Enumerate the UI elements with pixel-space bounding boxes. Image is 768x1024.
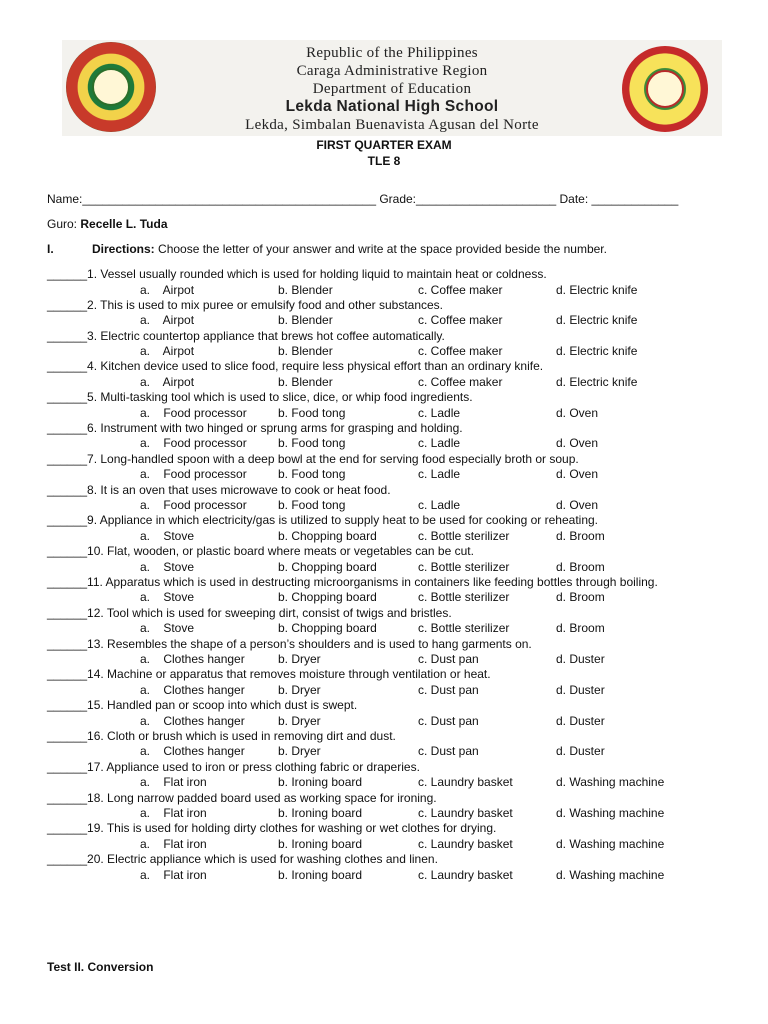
question-text: ______11. Apparatus which is used in destructing microorganisms in containers like feeding bottles through boiling. [47, 574, 658, 589]
choice-b: b. Blender [278, 313, 333, 328]
choice-d: d. Electric knife [556, 313, 638, 328]
question-text: ______16. Cloth or brush which is used in removing dirt and dust. [47, 728, 396, 743]
letterhead [62, 40, 722, 136]
choice-a: a. Stove [140, 621, 195, 636]
choice-c: c. Laundry basket [418, 775, 513, 790]
question-text: ______8. It is an oven that uses microwave to cook or heat food. [47, 482, 391, 497]
question-text: ______6. Instrument with two hinged or sprung arms for grasping and holding. [47, 420, 463, 435]
directions-label: Directions: [92, 242, 155, 256]
choice-d: d. Electric knife [556, 374, 638, 389]
choice-c: c. Laundry basket [418, 867, 513, 882]
choice-a: a. Flat iron [140, 867, 207, 882]
choice-a: a. Stove [140, 590, 195, 605]
question-item [47, 698, 727, 729]
question-text: ______18. Long narrow padded board used as working space for ironing. [47, 790, 437, 805]
question-item [47, 421, 727, 452]
question-item [47, 637, 727, 668]
choice-c: c. Ladle [418, 498, 461, 513]
choice-a: a. Flat iron [140, 775, 207, 790]
choice-a: a. Food processor [140, 498, 247, 513]
question-text: ______4. Kitchen device used to slice food, require less physical effort than an ordinary knife. [47, 359, 544, 374]
question-text: ______20. Electric appliance which is used for washing clothes and linen. [47, 852, 438, 867]
choice-d: d. Broom [556, 559, 605, 574]
directions-text: Choose the letter of your answer and write at the space provided beside the number. [154, 242, 607, 256]
question-item [47, 359, 727, 390]
letterhead-line: Department of Education [312, 81, 472, 97]
choice-b: b. Ironing board [278, 836, 363, 851]
question-item [47, 729, 727, 760]
choice-b: b. Dryer [278, 713, 321, 728]
school-name: Lekda National High School [285, 98, 499, 115]
choice-c: c. Bottle sterilizer [418, 559, 510, 574]
question-text: ______10. Flat, wooden, or plastic board where meats or vegetables can be cut. [47, 544, 474, 559]
choice-d: d. Oven [556, 498, 599, 513]
question-text: ______2. This is used to mix puree or emulsify food and other substances. [47, 297, 444, 312]
choice-b: b. Dryer [278, 652, 321, 667]
choice-c: c. Ladle [418, 467, 461, 482]
choice-c: c. Dust pan [418, 744, 479, 759]
question-item [47, 667, 727, 698]
question-text: ______7. Long-handled spoon with a deep bowl at the end for serving food especially broth or soup. [47, 451, 579, 466]
question-item [47, 760, 727, 791]
student-info-fields: Name:____________________________________________ Grade:_____________________ Date: _____________ [47, 192, 679, 206]
question-item [47, 606, 727, 637]
choice-b: b. Blender [278, 374, 333, 389]
school-address: Lekda, Simbalan Buenavista Agusan del Norte [245, 117, 539, 133]
choice-c: c. Coffee maker [418, 374, 503, 389]
choice-a: a. Clothes hanger [140, 713, 245, 728]
choice-b: b. Chopping board [278, 590, 377, 605]
exam-title: FIRST QUARTER EXAM [316, 138, 452, 152]
choice-d: d. Electric knife [556, 344, 638, 359]
teacher-label: Guro: [47, 217, 81, 231]
choice-d: d. Duster [556, 713, 605, 728]
choice-a: a. Food processor [140, 436, 247, 451]
school-seal-icon [622, 46, 708, 132]
teacher-row [47, 217, 168, 231]
choice-c: c. Bottle sterilizer [418, 528, 510, 543]
choice-b: b. Dryer [278, 744, 321, 759]
choice-d: d. Broom [556, 590, 605, 605]
choice-b: b. Food tong [278, 498, 346, 513]
question-text: ______13. Resembles the shape of a person’s shoulders and is used to hang garments on. [47, 636, 532, 651]
choice-c: c. Laundry basket [418, 836, 513, 851]
choice-b: b. Dryer [278, 682, 321, 697]
choice-d: d. Oven [556, 467, 599, 482]
question-item [47, 452, 727, 483]
choice-d: d. Oven [556, 405, 599, 420]
question-item [47, 390, 727, 421]
choice-c: c. Coffee maker [418, 313, 503, 328]
question-text: ______12. Tool which is used for sweeping dirt, consist of twigs and bristles. [47, 605, 452, 620]
question-text: ______9. Appliance in which electricity/gas is utilized to supply heat to be used for cooking or reheating. [47, 513, 599, 528]
directions-row [47, 242, 607, 256]
choice-a: a. Flat iron [140, 806, 207, 821]
question-item [47, 791, 727, 822]
question-text: ______17. Appliance used to iron or press clothing fabric or draperies. [47, 759, 420, 774]
choice-d: d. Broom [556, 621, 605, 636]
choice-b: b. Ironing board [278, 867, 363, 882]
choice-b: b. Food tong [278, 405, 346, 420]
exam-subject: TLE 8 [367, 154, 401, 168]
question-item [47, 821, 727, 852]
question-item [47, 544, 727, 575]
choice-c: c. Bottle sterilizer [418, 590, 510, 605]
choice-b: b. Blender [278, 282, 333, 297]
exam-title-block [0, 137, 768, 169]
choice-b: b. Ironing board [278, 775, 363, 790]
question-text: ______1. Vessel usually rounded which is used for holding liquid to maintain heat or coldness. [47, 267, 547, 281]
question-text: ______19. This is used for holding dirty clothes for washing or wet clothes for drying. [47, 821, 497, 836]
question-item [47, 852, 727, 883]
choice-d: d. Washing machine [556, 775, 665, 790]
choice-c: c. Ladle [418, 405, 461, 420]
choice-a: a. Airpot [140, 313, 195, 328]
choice-a: a. Food processor [140, 405, 247, 420]
choice-c: c. Dust pan [418, 682, 479, 697]
question-text: ______14. Machine or apparatus that removes moisture through ventilation or heat. [47, 667, 491, 682]
choice-a: a. Airpot [140, 344, 195, 359]
choice-c: c. Coffee maker [418, 282, 503, 297]
choice-a: a. Stove [140, 528, 195, 543]
choice-d: d. Electric knife [556, 282, 638, 297]
question-item [47, 329, 727, 360]
choice-d: d. Duster [556, 744, 605, 759]
choice-b: b. Food tong [278, 436, 346, 451]
question-text: ______3. Electric countertop appliance that brews hot coffee automatically. [47, 328, 445, 343]
question-item [47, 298, 727, 329]
choice-c: c. Coffee maker [418, 344, 503, 359]
choice-c: c. Bottle sterilizer [418, 621, 510, 636]
choice-b: b. Ironing board [278, 806, 363, 821]
choice-c: c. Laundry basket [418, 806, 513, 821]
test-two-heading: Test II. Conversion [47, 960, 154, 974]
choice-b: b. Chopping board [278, 528, 377, 543]
choice-a: a. Airpot [140, 282, 195, 297]
choice-d: d. Oven [556, 436, 599, 451]
choice-b: b. Chopping board [278, 559, 377, 574]
choice-b: b. Food tong [278, 467, 346, 482]
choice-a: a. Flat iron [140, 836, 207, 851]
choice-b: b. Blender [278, 344, 333, 359]
question-item [47, 483, 727, 514]
choice-c: c. Dust pan [418, 652, 479, 667]
choice-a: a. Clothes hanger [140, 682, 245, 697]
choice-a: a. Clothes hanger [140, 744, 245, 759]
choice-d: d. Duster [556, 652, 605, 667]
choice-c: c. Dust pan [418, 713, 479, 728]
choice-a: a. Airpot [140, 374, 195, 389]
choice-d: d. Washing machine [556, 836, 665, 851]
section-number: I. [47, 242, 54, 256]
teacher-name: Recelle L. Tuda [80, 217, 168, 231]
choice-a: a. Food processor [140, 467, 247, 482]
question-item [47, 267, 727, 298]
question-item [47, 575, 727, 606]
choice-d: d. Broom [556, 528, 605, 543]
choice-b: b. Chopping board [278, 621, 377, 636]
letterhead-line: Republic of the Philippines [306, 45, 478, 61]
choice-d: d. Washing machine [556, 806, 665, 821]
choice-c: c. Ladle [418, 436, 461, 451]
letterhead-line: Caraga Administrative Region [296, 63, 488, 79]
choice-a: a. Clothes hanger [140, 652, 245, 667]
choice-a: a. Stove [140, 559, 195, 574]
question-item [47, 513, 727, 544]
question-text: ______15. Handled pan or scoop into which dust is swept. [47, 698, 358, 713]
question-list [47, 267, 727, 883]
choice-d: d. Washing machine [556, 867, 665, 882]
question-text: ______5. Multi-tasking tool which is used to slice, dice, or whip food ingredients. [47, 390, 473, 405]
choice-d: d. Duster [556, 682, 605, 697]
